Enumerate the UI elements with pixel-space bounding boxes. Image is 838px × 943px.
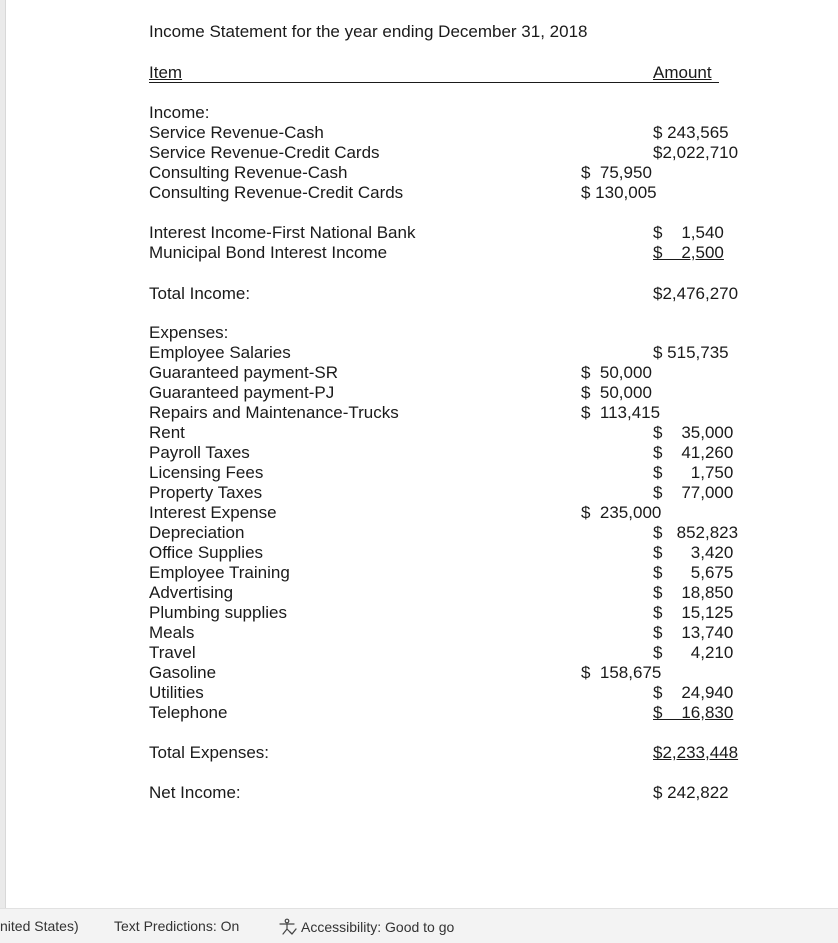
text-predictions-status[interactable]: Text Predictions: On: [114, 918, 240, 934]
line-item-amount: $ 5,675: [653, 563, 734, 582]
line-item-amount: $ 41,260: [653, 443, 734, 462]
line-item-label: Consulting Revenue-Credit Cards: [149, 183, 404, 202]
line-item-amount: $ 4,210: [653, 643, 734, 662]
line-item-amount: $ 1,540: [653, 223, 724, 242]
line-item-label: Repairs and Maintenance-Trucks: [149, 403, 399, 422]
line-item-amount: $ 243,565: [653, 123, 729, 142]
line-item-amount: $ 235,000: [581, 503, 662, 522]
line-item-label: Guaranteed payment-PJ: [149, 383, 335, 402]
line-item-amount: $ 515,735: [653, 343, 729, 362]
line-item-label: Travel: [149, 643, 196, 662]
line-item-amount: $ 18,850: [653, 583, 734, 602]
line-item-label: Telephone: [149, 703, 228, 722]
accessibility-status[interactable]: [278, 918, 454, 936]
line-item-label: Depreciation: [149, 523, 245, 542]
line-item-label: Municipal Bond Interest Income: [149, 243, 388, 262]
line-item-label: Meals: [149, 623, 195, 642]
line-item-amount: $ 15,125: [653, 603, 734, 622]
line-item-label: Interest Expense: [149, 503, 277, 522]
line-item-amount: $ 1,750: [653, 463, 734, 482]
line-item-amount: $ 130,005: [581, 183, 657, 202]
line-item-label: Gasoline: [149, 663, 217, 682]
line-item-amount: $ 50,000: [581, 363, 652, 382]
expenses-heading: Expenses:: [149, 323, 229, 342]
line-item-label: Plumbing supplies: [149, 603, 287, 622]
net-income-amount: $ 242,822: [653, 783, 729, 802]
income-heading: Income:: [149, 103, 210, 122]
total-income-label: Total Income:: [149, 284, 251, 303]
line-item-amount: $ 16,830: [653, 703, 734, 722]
line-item-amount: $ 75,950: [581, 163, 652, 182]
line-item-label: Payroll Taxes: [149, 443, 250, 462]
line-item-label: Licensing Fees: [149, 463, 264, 482]
line-item-label: Employee Training: [149, 563, 290, 582]
accessibility-status-label: Accessibility: Good to go: [301, 919, 455, 935]
net-income-label: Net Income:: [149, 783, 241, 802]
line-item-label: Employee Salaries: [149, 343, 291, 362]
line-item-amount: $ 35,000: [653, 423, 734, 442]
column-header-item: Item: [149, 63, 183, 82]
line-item-label: Rent: [149, 423, 185, 442]
column-header-amount: Amount: [653, 63, 712, 82]
line-item-label: Advertising: [149, 583, 234, 602]
line-item-label: Office Supplies: [149, 543, 264, 562]
status-bar: [0, 908, 838, 943]
statement-title: Income Statement for the year ending December 31, 2018: [149, 22, 588, 41]
line-item-label: Interest Income-First National Bank: [149, 223, 416, 242]
total-income-amount: $2,476,270: [653, 284, 739, 303]
line-item-amount: $ 113,415: [581, 403, 661, 422]
line-item-amount: $ 158,675: [581, 663, 662, 682]
line-item-amount: $ 13,740: [653, 623, 734, 642]
total-expenses-amount: $2,233,448: [653, 743, 739, 762]
line-item-amount: $ 50,000: [581, 383, 652, 402]
accessibility-icon: [278, 918, 298, 936]
line-item-label: Service Revenue-Cash: [149, 123, 324, 142]
language-status[interactable]: nited States): [0, 918, 79, 934]
line-item-label: Service Revenue-Credit Cards: [149, 143, 380, 162]
header-rule: [149, 82, 719, 83]
line-item-label: Consulting Revenue-Cash: [149, 163, 348, 182]
line-item-amount: $ 77,000: [653, 483, 734, 502]
line-item-amount: $ 24,940: [653, 683, 734, 702]
line-item-amount: $ 2,500: [653, 243, 724, 262]
line-item-amount: $ 852,823: [653, 523, 739, 542]
line-item-label: Guaranteed payment-SR: [149, 363, 338, 382]
line-item-label: Utilities: [149, 683, 204, 702]
line-item-label: Property Taxes: [149, 483, 263, 502]
line-item-amount: $2,022,710: [653, 143, 739, 162]
total-expenses-label: Total Expenses:: [149, 743, 270, 762]
line-item-amount: $ 3,420: [653, 543, 734, 562]
